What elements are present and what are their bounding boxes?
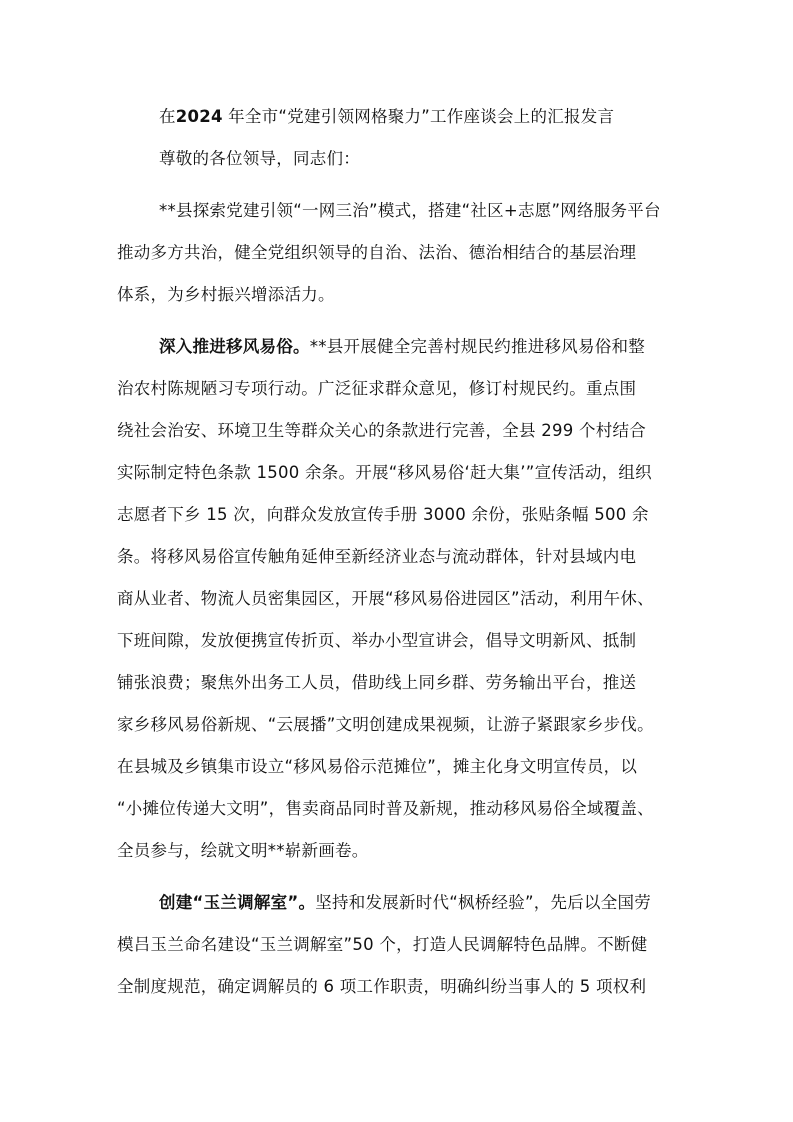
paragraph-line: 实际制定特色条款 1500 余条。开展“移风易俗‘赶大集’”宣传活动，组织 (117, 463, 652, 482)
paragraph-line: 条。将移风易俗宣传触角延伸至新经济业态与流动群体，针对县域内电 (117, 547, 637, 566)
title-year: 2024 (175, 107, 223, 126)
paragraph-line: 模吕玉兰命名建设“玉兰调解室”50 个，打造人民调解特色品牌。不断健 (117, 935, 648, 954)
title-prefix: 在 (159, 107, 176, 126)
paragraph-line: “小摊位传递大文明”，售卖商品同时普及新规，推动移风易俗全域覆盖、 (117, 799, 654, 818)
paragraph-line: 推动多方共治，健全党组织领导的自治、法治、德治相结合的基层治理 (117, 243, 637, 262)
paragraph-line: 全制度规范，确定调解员的 6 项工作职责，明确纠纷当事人的 5 项权利 (117, 977, 647, 996)
paragraph-line: **县探索党建引领“一网三治”模式，搭建“社区+志愿”网络服务平台 (159, 201, 661, 220)
paragraph-line: 商从业者、物流人员密集园区，开展“移风易俗进园区”活动，利用午休、 (117, 589, 654, 608)
paragraph-line: 绕社会治安、环境卫生等群众关心的条款进行完善，全县 299 个村结合 (117, 421, 646, 440)
paragraph-line: 家乡移风易俗新规、“云展播”文明创建成果视频，让游子紧跟家乡步伐。 (117, 715, 654, 734)
paragraph-text: 坚持和发展新时代“枫桥经验”，先后以全国劳 (315, 893, 652, 912)
title-rest: 年全市“党建引领网格聚力”工作座谈会上的汇报发言 (222, 107, 615, 126)
salutation: 尊敬的各位领导，同志们： (159, 149, 360, 168)
paragraph-line: 体系，为乡村振兴增添活力。 (117, 285, 335, 304)
paragraph-line (159, 337, 719, 357)
paragraph-line (159, 893, 719, 913)
document-title (159, 107, 719, 127)
paragraph-line: 下班间隙，发放便携宣传折页、举办小型宣讲会，倡导文明新风、抵制 (117, 631, 637, 650)
section-heading: 深入推进移风易俗。 (159, 337, 310, 356)
section-heading: 创建“玉兰调解室”。 (159, 893, 316, 912)
paragraph-line: 全员参与，绘就文明**崭新画卷。 (117, 841, 369, 860)
paragraph-text: **县开展健全完善村规民约推进移风易俗和整 (309, 337, 645, 356)
paragraph-line: 治农村陈规陋习专项行动。广泛征求群众意见，修订村规民约。重点围 (117, 379, 637, 398)
paragraph-line: 铺张浪费；聚焦外出务工人员，借助线上同乡群、劳务输出平台，推送 (117, 673, 637, 692)
paragraph-line: 在县城及乡镇集市设立“移风易俗示范摊位”，摊主化身文明宣传员，以 (117, 757, 638, 776)
paragraph-line: 志愿者下乡 15 次，向群众发放宣传手册 3000 余份，张贴条幅 500 余 (117, 505, 649, 524)
